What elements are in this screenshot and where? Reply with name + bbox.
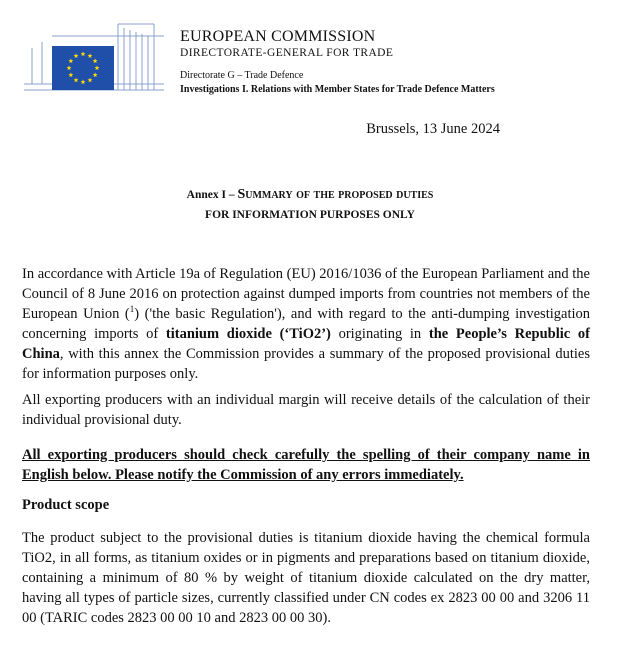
- intro-paragraph: [22, 264, 590, 384]
- exporters-paragraph: All exporting producers with an individual margin will receive details of the calculation of their individual provisional duty.: [22, 392, 590, 428]
- directorate: Directorate G – Trade Defence: [180, 70, 304, 81]
- intro-text-3: originating in: [330, 326, 429, 342]
- intro-text-4: , with this annex the Commission provides a summary of the proposed provisional duties for information purposes only.: [22, 346, 590, 382]
- footnote-ref[interactable]: 1: [129, 304, 135, 315]
- intro-text-2: ) ('the basic Regulation'), and with regard to the anti-dumping investigation concerning imports of: [22, 306, 591, 342]
- unit-name: Investigations I. Relations with Member States for Trade Defence Matters: [180, 84, 495, 95]
- document-date: Brussels, 13 June 2024: [366, 121, 500, 137]
- annex-subtitle: FOR INFORMATION PURPOSES ONLY: [205, 209, 415, 221]
- product-scope-heading: Product scope: [22, 497, 110, 513]
- spelling-notice: All exporting producers should check carefully the spelling of their company name in English below. Please notify the Commission of any errors immediately.: [22, 447, 590, 483]
- product-name: titanium dioxide (‘TiO2’): [165, 326, 331, 342]
- directorate-general: DIRECTORATE-GENERAL FOR TRADE: [180, 47, 394, 59]
- annex-title-text: Summary of the proposed duties: [237, 187, 434, 202]
- annex-title: [0, 185, 620, 225]
- product-scope-paragraph: The product subject to the provisional duties is titanium dioxide having the chemical formula TiO2, in all forms, as titanium oxides or in pigments and preparations based on titanium dioxide, containing a minimum of 80 % by weight of titanium dioxide calculated on the dry matter, having all types of particle sizes, currently classified under CN codes ex 2823 00 00 and 3206 11 00 (TARIC codes 2823 00 00 10 and 2823 00 00 30).: [22, 530, 590, 626]
- country-name: the People’s Republic of China: [22, 326, 590, 362]
- intro-text-1: In accordance with Article 19a of Regulation (EU) 2016/1036 of the European Parliament and the Council of 8 June 2016 on protection against dumped imports from countries not members of the European Union (: [22, 266, 590, 322]
- annex-title-line1: [0, 185, 620, 205]
- annex-prefix: Annex I –: [186, 189, 238, 201]
- european-commission-logo: [22, 18, 166, 96]
- organization-name: EUROPEAN COMMISSION: [180, 28, 376, 45]
